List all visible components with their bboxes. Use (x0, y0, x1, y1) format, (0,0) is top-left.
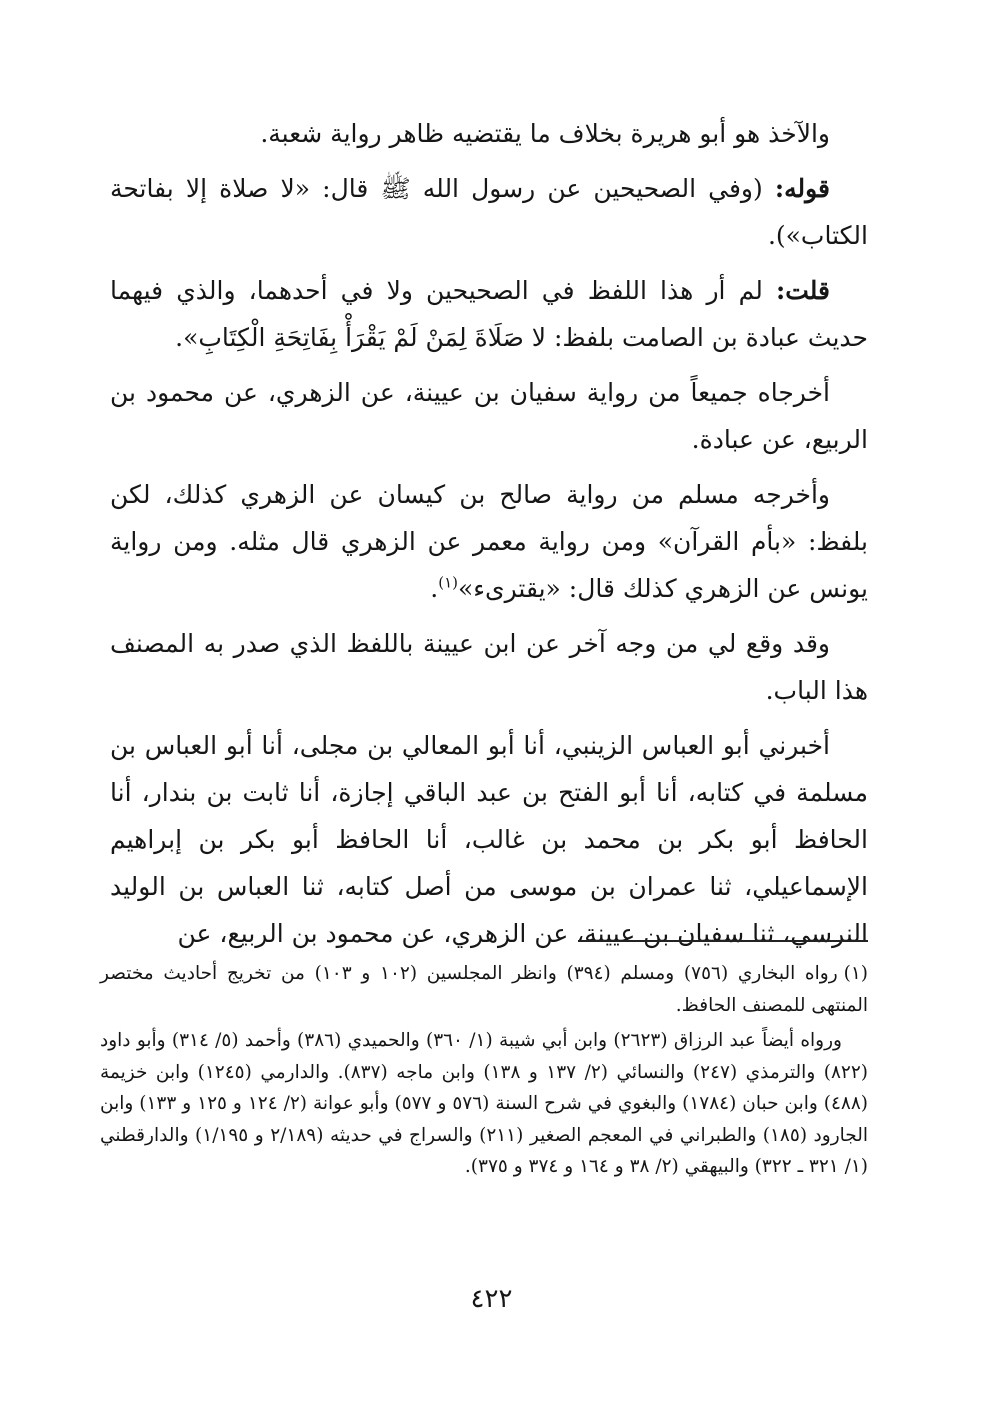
footnote-1-text: رواه البخاري (٧٥٦) ومسلم (٣٩٤) وانظر المجلسين (١٠٢ و ١٠٣) من تخريج أحاديث مختصر المنتهى للمصنف الحافظ. (100, 963, 868, 1016)
paragraph-5 (110, 471, 868, 612)
paragraph-4 (110, 369, 868, 463)
paragraph-3-text: لم أر هذا اللفظ في الصحيحين ولا في أحدهما، والذي فيهما حديث عبادة بن الصامت بلفظ: لا صَلَاةَ لِمَنْ لَمْ يَقْرَأْ بِفَاتِحَةِ الْكِتَابِ». (110, 276, 868, 352)
footnote-1-continuation-text: ورواه أيضاً عبد الرزاق (٢٦٢٣) وابن أبي شيبة (١/ ٣٦٠) والحميدي (٣٨٦) وأحمد (٥/ ٣١٤) وأبو داود (٨٢٢) والترمذي (٢٤٧) والنسائي (٢/ ١٣٧ و ١٣٨) وابن ماجه (٨٣٧). والدارمي (١٢٤٥) وابن خزيمة (٤٨٨) وابن حبان (١٧٨٤) والبغوي في شرح السنة (٥٧٦ و ٥٧٧) وأبو عوانة (٢/ ١٢٤ و ١٢٥ و ١٣٣) وابن الجارود (١٨٥) والطبراني في المعجم الصغير (٢١١) والسراج في حديثه (٢/١٨٩ و ١/١٩٥) والدارقطني (١/ ٣٢١ ـ ٣٢٢) والبيهقي (٢/ ٣٨ و ١٦٤ و ٣٧٤ و ٣٧٥). (100, 1030, 869, 1177)
footnote-1-continuation (100, 1025, 868, 1183)
footnote-1 (100, 958, 868, 1021)
page-number: ٤٢٢ (470, 1284, 513, 1314)
paragraph-5-text: وأخرجه مسلم من رواية صالح بن كيسان عن الزهري كذلك، لكن بلفظ: «بأم القرآن» ومن رواية معمر عن الزهري قال مثله. ومن رواية يونس عن الزهري كذلك قال: «يقترىء» (110, 480, 868, 603)
paragraph-3-lead: قلت: (775, 276, 830, 305)
footnote-separator (578, 940, 868, 942)
paragraph-6-text: وقد وقع لي من وجه آخر عن ابن عيينة باللفظ الذي صدر به المصنف هذا الباب. (110, 629, 868, 705)
paragraph-3 (110, 267, 868, 361)
paragraph-2-lead: قوله: (774, 174, 830, 203)
paragraph-2-text: (وفي الصحيحين عن رسول الله ﷺ قال: «لا صلاة إلا بفاتحة الكتاب»). (110, 174, 868, 250)
footnote-1-number: (١) (843, 963, 869, 984)
paragraph-4-text: أخرجاه جميعاً من رواية سفيان بن عيينة، عن الزهري، عن محمود بن الربيع، عن عبادة. (110, 378, 868, 454)
footnote-marker: (١) (438, 573, 458, 592)
paragraph-5-tail: . (430, 574, 439, 603)
paragraph-7 (110, 722, 868, 957)
paragraph-2 (110, 165, 868, 259)
paragraph-1-text: والآخذ هو أبو هريرة بخلاف ما يقتضيه ظاهر رواية شعبة. (260, 119, 830, 148)
paragraph-6 (110, 620, 868, 714)
main-text (110, 110, 868, 965)
paragraph-7-text: أخبرني أبو العباس الزينبي، أنا أبو المعالي بن مجلى، أنا أبو العباس بن مسلمة في كتابه، أنا أبو الفتح بن عبد الباقي إجازة، أنا ثابت بن بندار، أنا الحافظ أبو بكر بن محمد بن غالب، أنا الحافظ أبو بكر بن إبراهيم الإسماعيلي، ثنا عمران بن موسى من أصل كتابه، ثنا العباس بن الوليد النرسي، ثنا سفيان بن عيينة، عن الزهري، عن محمود بن الربيع، عن (110, 731, 868, 948)
paragraph-1 (110, 110, 868, 157)
footnotes (100, 958, 868, 1187)
